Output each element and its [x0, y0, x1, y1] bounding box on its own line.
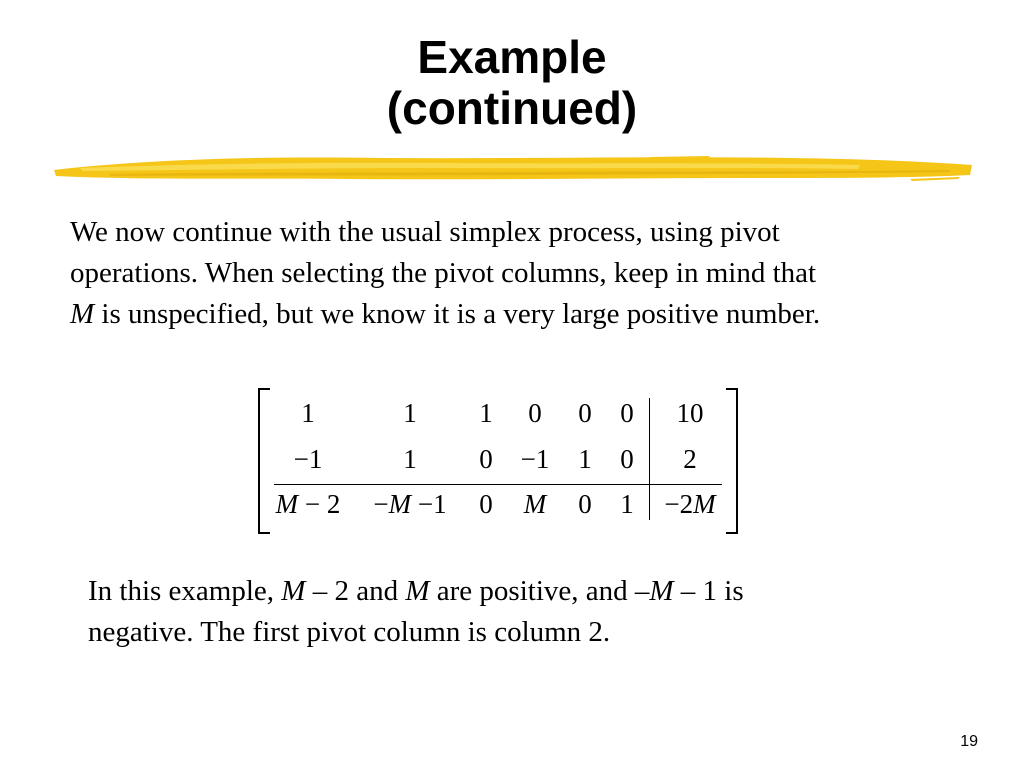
matrix-cell: 0 — [479, 489, 493, 519]
slide-title — [0, 32, 1024, 134]
matrix-cell: −2M — [664, 489, 716, 519]
conclusion-paragraph — [88, 571, 968, 653]
matrix-cell: 1 — [620, 489, 634, 519]
conclusion-line-1: In this example, M – 2 and M are positive, and –M – 1 is — [88, 575, 744, 607]
matrix-cell: 0 — [578, 489, 592, 519]
intro-line-1: We now continue with the usual simplex process, using pivot — [70, 216, 780, 248]
matrix-cell: M — [523, 489, 547, 519]
matrix-cell: 1 — [578, 444, 592, 474]
matrix-cell: 1 — [403, 444, 417, 474]
matrix-cell: 1 — [403, 398, 417, 428]
matrix-cell: M − 2 — [275, 489, 341, 519]
matrix-cell: −1 — [293, 444, 323, 474]
matrix-cell: 10 — [676, 398, 704, 428]
slide-title-line1: Example — [417, 31, 607, 83]
slide-title-line2: (continued) — [386, 82, 638, 134]
matrix-cell: 1 — [301, 398, 315, 428]
intro-line-3 — [70, 294, 970, 335]
matrix-cell: 0 — [578, 398, 592, 428]
matrix-cell: 2 — [683, 444, 697, 474]
intro-paragraph — [70, 212, 970, 335]
matrix-cell: 0 — [479, 444, 493, 474]
matrix-cell: 0 — [528, 398, 542, 428]
matrix-cell: 1 — [479, 398, 493, 428]
matrix-cell: 0 — [620, 444, 634, 474]
matrix-cell: −1 — [520, 444, 550, 474]
conclusion-line-2: negative. The first pivot column is column 2. — [88, 616, 611, 648]
intro-line-2: operations. When selecting the pivot columns, keep in mind that — [70, 257, 817, 289]
matrix-cell: 0 — [620, 398, 634, 428]
matrix-objective-divider — [274, 484, 722, 485]
intro-line-3-rest: is unspecified, but we know it is a very large positive number. — [94, 298, 821, 330]
matrix-cell: −M −1 — [373, 489, 447, 519]
title-underline-brush — [50, 148, 976, 186]
intro-var-m: M — [70, 298, 95, 330]
page-number: 19 — [960, 733, 978, 750]
augmented-matrix — [258, 388, 738, 532]
